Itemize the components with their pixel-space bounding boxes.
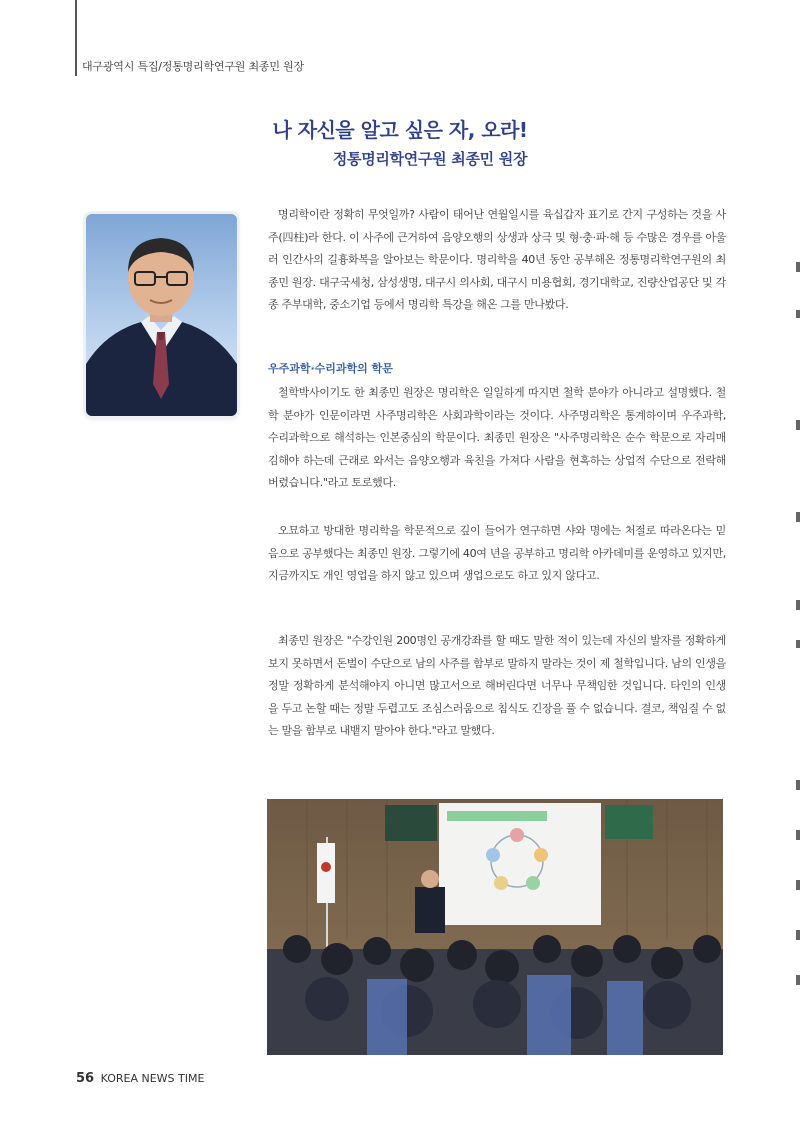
publication-name: KOREA NEWS TIME: [100, 1072, 205, 1085]
page-footer: [76, 1071, 204, 1086]
article-subtitle: 정통명리학연구원 최종민 원장: [332, 150, 528, 168]
paragraph-text: 최종민 원장은 "수강인원 200명인 공개강좌를 할 때도 말한 적이 있는데 자신의 발자를 정확하게 보지 못하면서 돈벌이 수단으로 남의 사주를 함부로 말하지 말라는 것이 제 철학입니다. 남의 인생을 정말 정확하게 분석해야지 아니면 많고서으로 해버린다면 너무나 무책임한 것입니다. 타인의 인생을 두고 논할 때는 정말 두렵고도 조심스러움으로 침식도 긴장을 풀 수 없습니다. 결코, 책임질 수 없는 말을 함부로 내뱉지 말아야 한다."라고 말했다.: [268, 634, 726, 737]
paragraph-science: [268, 382, 726, 495]
edge-mark: [796, 262, 800, 272]
paragraph-quote: [268, 630, 726, 743]
portrait-photo: [86, 214, 237, 416]
section-heading: 우주과학·수리과학의 학문: [268, 362, 393, 375]
edge-mark: [796, 512, 800, 522]
edge-mark: [796, 930, 800, 940]
edge-mark: [796, 310, 800, 318]
paragraph-text: 명리학이란 정확히 무엇일까? 사람이 태어난 연월일시를 육십갑자 표기로 간지 구성하는 것을 사주(四柱)라 한다. 이 사주에 근거하여 음양오행의 상생과 상극 및 형·충·파·해 등 수많은 경우를 아울러 인간사의 길흉화복을 알아보는 학문이다. 명리학을 40년 동안 공부해온 정통명리학연구원의 최종민 원장. 대구국세청, 삼성생명, 대구시 의사회, 대구시 미용협회, 경기대학교, 진량산업공단 및 각종 주부대학, 중소기업 등에서 명리학 특강을 해온 그를 만나봤다.: [268, 208, 726, 311]
edge-mark: [796, 880, 800, 890]
page-number: 56: [76, 1071, 95, 1086]
edge-mark: [796, 975, 800, 985]
paragraph-study: [268, 520, 726, 588]
paragraph-intro: [268, 204, 726, 317]
edge-mark: [796, 640, 800, 648]
article-title: 나 자신을 알고 싶은 자, 오라!: [272, 118, 528, 142]
header-rule: [75, 0, 77, 76]
edge-mark: [796, 420, 800, 430]
lecture-photo: [267, 799, 723, 1055]
paragraph-text: 철학박사이기도 한 최종민 원장은 명리학은 일일하게 따지면 철학 분야가 아니라고 설명했다. 철학 분야가 인문이라면 사주명리학은 사회과학이라는 것이다. 사주명리학은 통계하이며 우주과학, 수리과학으로 해석하는 인본중심의 학문이다. 최종민 원장은 "사주명리학은 순수 학문으로 자리매김해야 하는데 근래로 와서는 음양오행과 육친을 가져다 사람을 현혹하는 상업적 수단으로 전락해 버렸습니다."라고 토로했다.: [268, 386, 726, 489]
paragraph-text: 오묘하고 방대한 명리학을 학문적으로 깊이 들어가 연구하면 샤와 명에는 처절로 따라온다는 믿음으로 공부했다는 최종민 원장. 그렇기에 40여 년을 공부하고 명리학 아카데미를 운영하고 있지만, 지금까지도 개인 영업을 하지 않고 있으며 생업으로도 하고 있지 않다고.: [268, 524, 726, 582]
edge-mark: [796, 600, 800, 610]
section-header: 대구광역시 특집/정통명리학연구원 최종민 원장: [82, 60, 304, 73]
edge-mark: [796, 780, 800, 790]
edge-mark: [796, 830, 800, 840]
